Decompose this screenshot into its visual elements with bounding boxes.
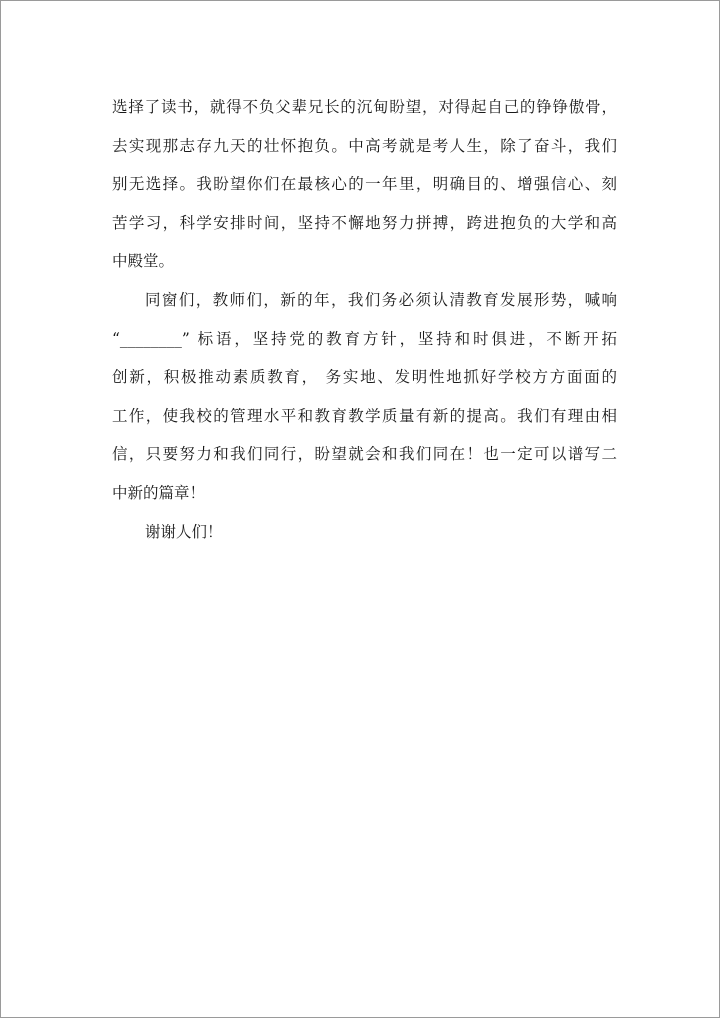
paragraph-line: 苦学习，科学安排时间，坚持不懈地努力拼搏，跨进抱负的大学和高 <box>112 213 617 232</box>
closing-line: 谢谢人们！ <box>145 522 223 541</box>
paragraph-line: 中新的篇章！ <box>112 483 206 502</box>
paragraph-line: 工作，使我校的管理水平和教育教学质量有新的提高。我们有理由相 <box>112 406 617 425</box>
paragraph-2 <box>112 288 617 506</box>
paragraph-line: 同窗们，教师们，新的年，我们务必须认清教育发展形势，喊响 <box>145 290 617 309</box>
document-body <box>112 95 617 558</box>
paragraph-line: 选择了读书，就得不负父辈兄长的沉甸盼望，对得起自己的铮铮傲骨， <box>112 98 617 116</box>
paragraph-line: 信，只要努力和我们同行，盼望就会和我们同在！也一定可以谱写二 <box>112 445 617 464</box>
paragraph-3 <box>112 520 617 545</box>
paragraph-line: 中殿堂。 <box>112 252 175 271</box>
paragraph-line: 创新，积极推动素质教育， 务实地、发明性地抓好学校方方面面的 <box>112 368 617 387</box>
paragraph-line: “________” 标语，坚持党的教育方针，坚持和时俱进，不断开拓 <box>112 329 617 348</box>
paragraph-1 <box>112 95 617 274</box>
paragraph-line: 去实现那志存九天的壮怀抱负。中高考就是考人生，除了奋斗，我们 <box>112 136 617 155</box>
paragraph-line: 别无选择。我盼望你们在最核心的一年里，明确目的、增强信心、刻 <box>112 175 617 194</box>
